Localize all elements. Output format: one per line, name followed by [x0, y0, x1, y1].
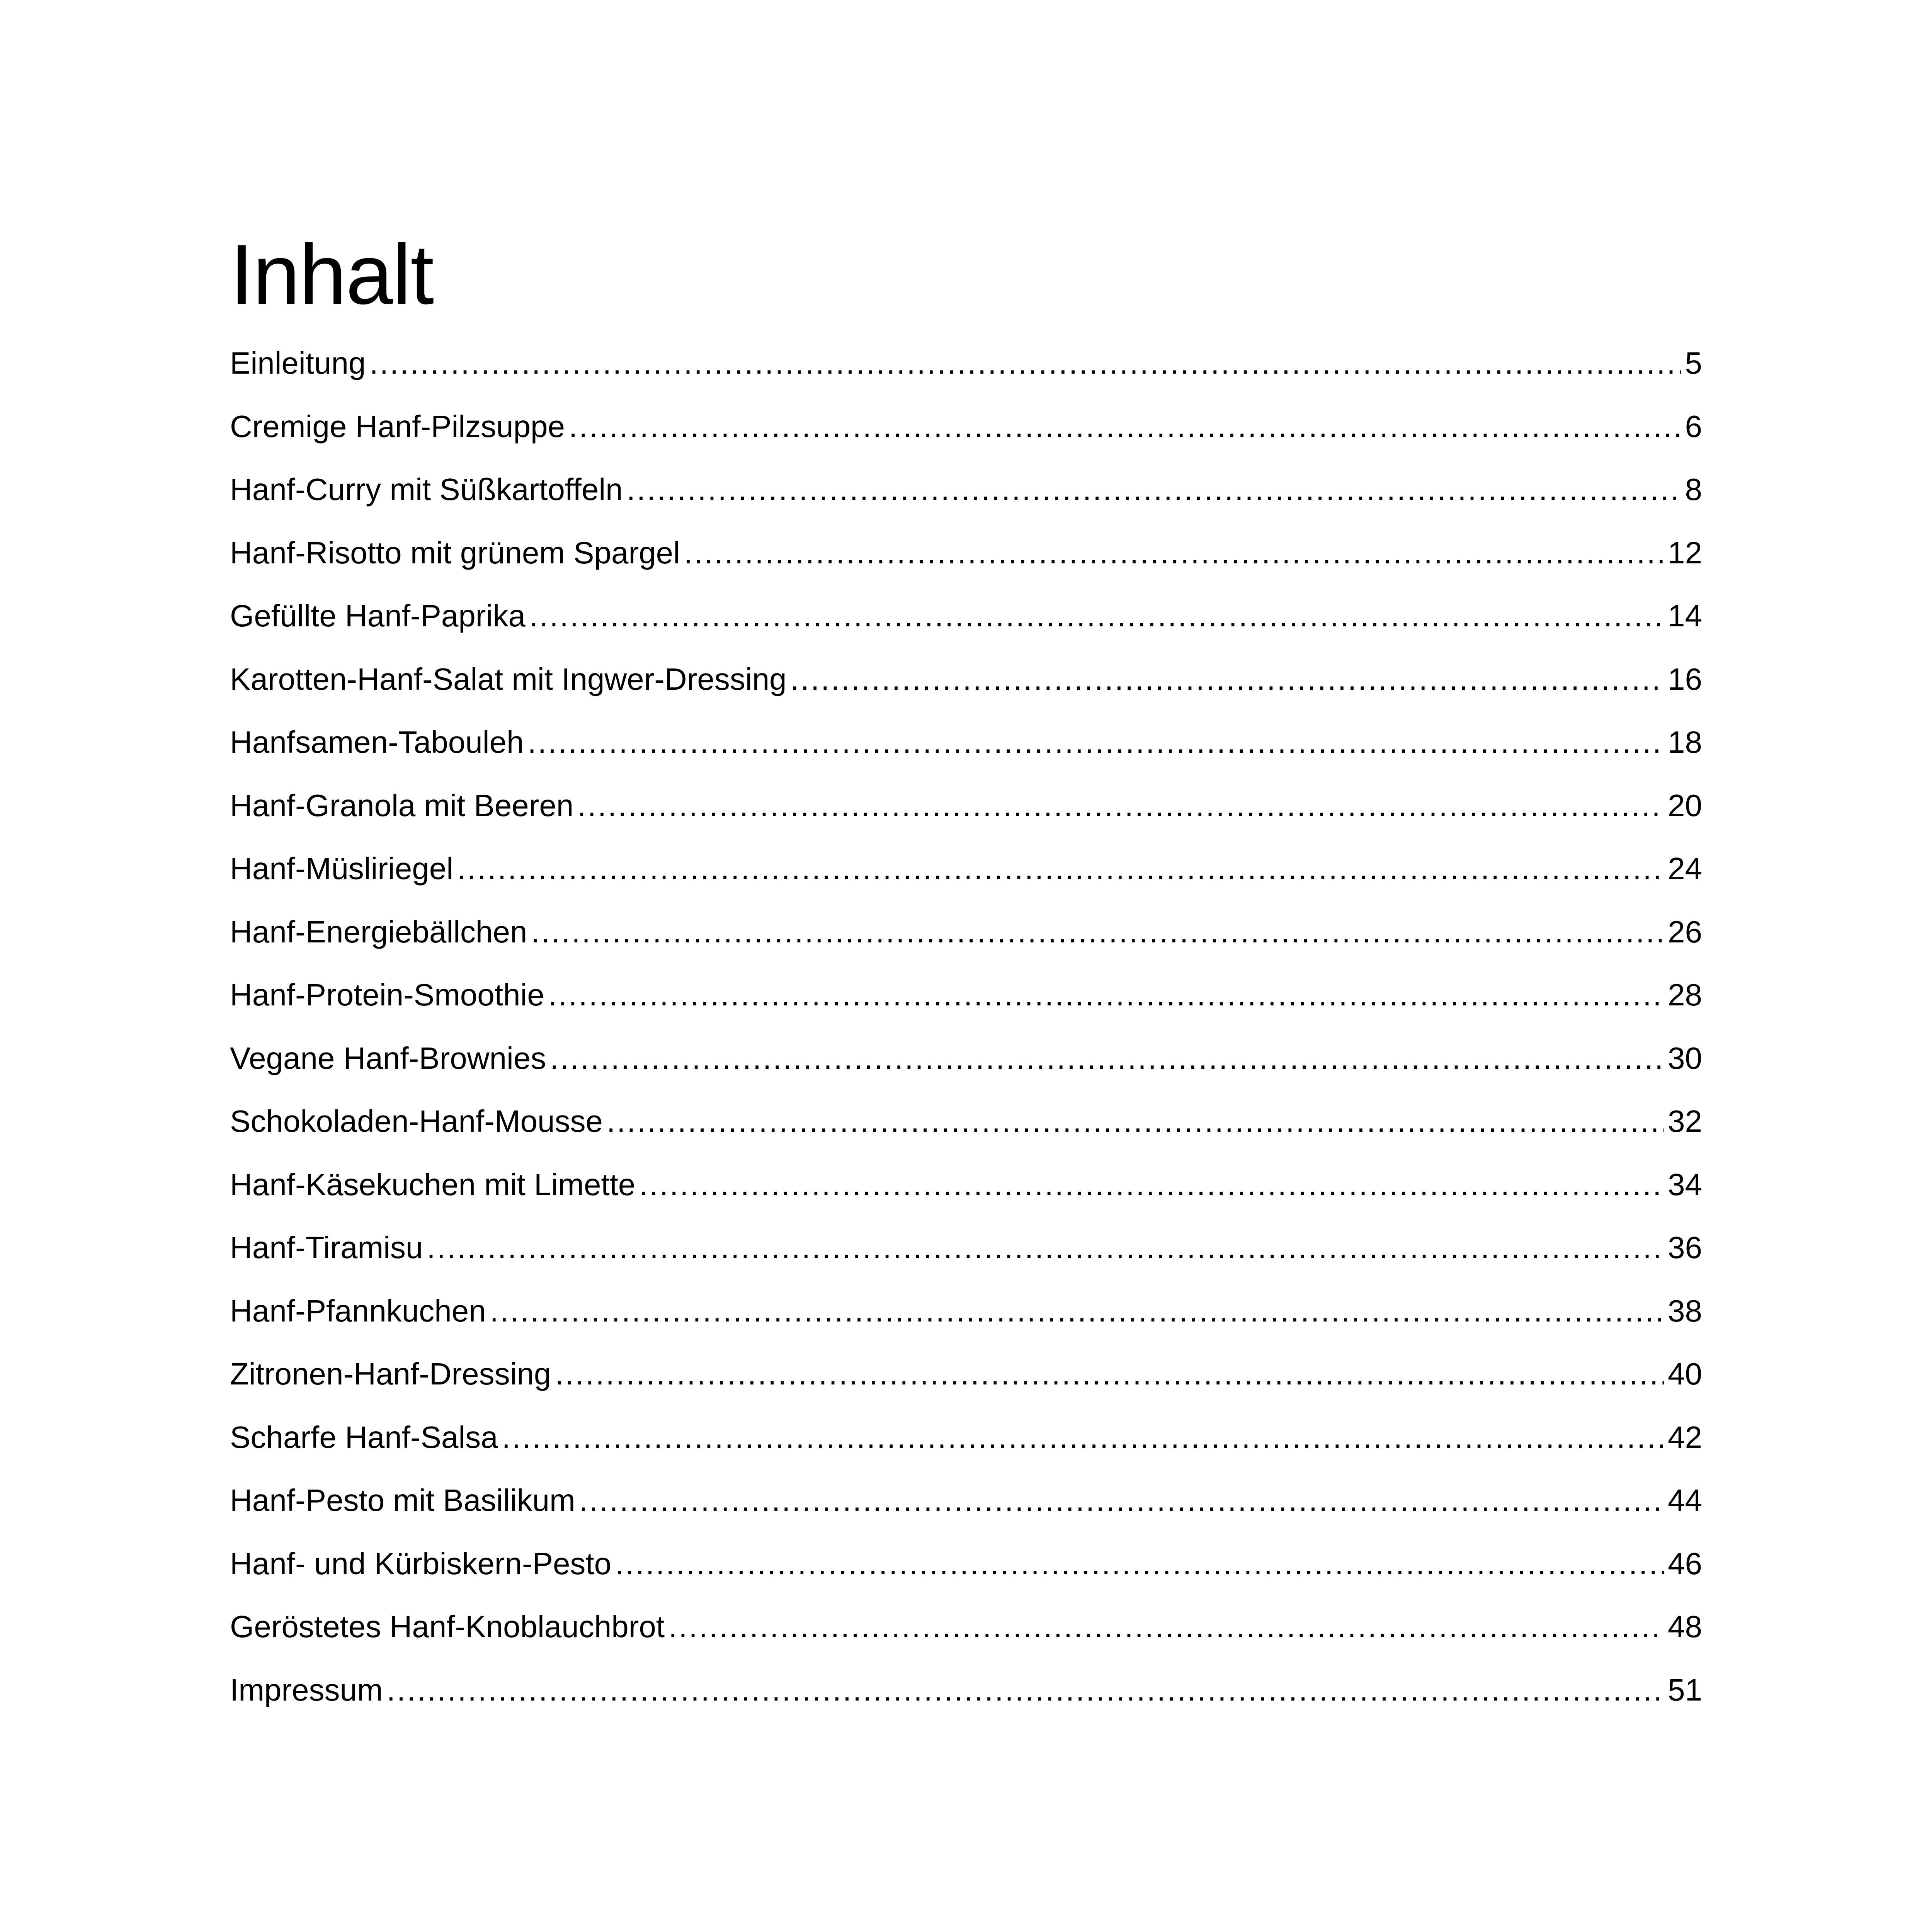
- toc-dot-leader: [369, 348, 1681, 379]
- toc-dot-leader: [427, 1232, 1664, 1263]
- toc-entry-label: Zitronen-Hanf-Dressing: [230, 1357, 551, 1391]
- toc-entry[interactable]: [230, 1169, 1702, 1233]
- toc-dot-leader: [531, 917, 1664, 947]
- toc-entry-page-number: 20: [1668, 788, 1702, 823]
- toc-entry[interactable]: [230, 1232, 1702, 1296]
- toc-entry[interactable]: [230, 980, 1702, 1043]
- toc-dot-leader: [577, 790, 1664, 821]
- toc-entry-label: Hanf-Pesto mit Basilikum: [230, 1483, 575, 1517]
- toc-dot-leader: [550, 1043, 1664, 1074]
- toc-entry-page-number: 18: [1668, 725, 1702, 759]
- toc-entry-page-number: 12: [1668, 535, 1702, 570]
- toc-entry[interactable]: [230, 1293, 1702, 1359]
- toc-entry[interactable]: [230, 1485, 1702, 1548]
- toc-entry-page-number: 48: [1668, 1609, 1702, 1644]
- toc-dot-leader: [569, 411, 1681, 442]
- toc-entry[interactable]: [230, 600, 1702, 664]
- toc-title: Inhalt: [230, 227, 434, 322]
- toc-entry-page-number: 16: [1668, 662, 1702, 696]
- toc-entry[interactable]: [230, 1548, 1702, 1612]
- toc-entry-label: Hanf-Pfannkuchen: [230, 1293, 486, 1328]
- toc-entry-label: Hanf-Energiebällchen: [230, 914, 527, 949]
- toc-entry-label: Vegane Hanf-Brownies: [230, 1041, 546, 1075]
- toc-entry-label: Impressum: [230, 1672, 383, 1707]
- toc-dot-leader: [387, 1675, 1664, 1706]
- toc-entry-page-number: 14: [1668, 599, 1702, 633]
- toc-entry-label: Hanf-Protein-Smoothie: [230, 978, 544, 1012]
- toc-dot-leader: [615, 1548, 1664, 1579]
- toc-entry-page-number: 42: [1668, 1420, 1702, 1454]
- toc-dot-leader: [684, 537, 1664, 568]
- toc-entry-label: Hanf-Käsekuchen mit Limette: [230, 1167, 636, 1202]
- toc-dot-leader: [791, 664, 1664, 695]
- toc-dot-leader: [668, 1611, 1664, 1642]
- toc-entry-label: Hanfsamen-Tabouleh: [230, 725, 524, 759]
- toc-dot-leader: [490, 1296, 1664, 1327]
- toc-entry-label: Gefüllte Hanf-Paprika: [230, 599, 526, 633]
- toc-entry-label: Schokoladen-Hanf-Mousse: [230, 1104, 603, 1138]
- toc-entry-label: Hanf-Curry mit Süßkartoffeln: [230, 472, 623, 507]
- toc-entry-label: Hanf-Müsliriegel: [230, 851, 453, 886]
- toc-entry[interactable]: [230, 1106, 1702, 1169]
- toc-entry[interactable]: [230, 411, 1702, 474]
- toc-entry[interactable]: [230, 1611, 1702, 1675]
- toc-dot-leader: [627, 474, 1681, 505]
- toc-entry-label: Hanf-Tiramisu: [230, 1230, 423, 1265]
- toc-entry-page-number: 44: [1668, 1483, 1702, 1517]
- toc-entry-label: Hanf-Risotto mit grünem Spargel: [230, 535, 680, 570]
- toc-entry[interactable]: [230, 727, 1702, 790]
- toc-entry-page-number: 30: [1668, 1041, 1702, 1075]
- toc-entry-label: Hanf- und Kürbiskern-Pesto: [230, 1546, 612, 1581]
- toc-entry[interactable]: [230, 790, 1702, 854]
- toc-entry-label: Cremige Hanf-Pilzsuppe: [230, 409, 565, 444]
- toc-entry[interactable]: [230, 1422, 1702, 1485]
- toc-dot-leader: [639, 1169, 1664, 1200]
- toc-entry[interactable]: [230, 537, 1702, 601]
- toc-dot-leader: [527, 727, 1664, 758]
- toc-dot-leader: [529, 600, 1664, 631]
- toc-entry-label: Hanf-Granola mit Beeren: [230, 788, 574, 823]
- toc-entry-page-number: 26: [1668, 914, 1702, 949]
- toc-entry[interactable]: [230, 348, 1702, 411]
- toc-entry[interactable]: [230, 664, 1702, 727]
- toc-entry-page-number: 36: [1668, 1230, 1702, 1265]
- toc-entry[interactable]: [230, 1359, 1702, 1422]
- toc-entry-page-number: 34: [1668, 1167, 1702, 1202]
- toc-entry-label: Scharfe Hanf-Salsa: [230, 1420, 498, 1454]
- toc-entry-page-number: 46: [1668, 1546, 1702, 1581]
- toc-dot-leader: [457, 853, 1664, 884]
- toc-entry-page-number: 24: [1668, 851, 1702, 886]
- toc-entry[interactable]: [230, 1672, 1702, 1738]
- toc-entry-page-number: 5: [1685, 346, 1702, 380]
- toc-entry-label: Einleitung: [230, 346, 366, 380]
- toc-entry-page-number: 6: [1685, 409, 1702, 444]
- toc-entry[interactable]: [230, 1043, 1702, 1106]
- toc-entry-page-number: 32: [1668, 1104, 1702, 1138]
- toc-entry-page-number: 8: [1685, 472, 1702, 507]
- toc-dot-leader: [548, 980, 1664, 1010]
- toc-dot-leader: [579, 1485, 1664, 1516]
- toc-entry-label: Karotten-Hanf-Salat mit Ingwer-Dressing: [230, 662, 787, 696]
- toc-entry-page-number: 38: [1668, 1293, 1702, 1328]
- toc-entry[interactable]: [230, 853, 1702, 917]
- toc-entry-page-number: 28: [1668, 978, 1702, 1012]
- toc-entry-label: Geröstetes Hanf-Knoblauchbrot: [230, 1609, 665, 1644]
- toc-dot-leader: [555, 1359, 1664, 1389]
- toc-dot-leader: [607, 1106, 1664, 1137]
- toc-entry[interactable]: [230, 914, 1702, 980]
- toc-entry-page-number: 40: [1668, 1357, 1702, 1391]
- toc-entry-page-number: 51: [1668, 1672, 1702, 1707]
- toc-dot-leader: [502, 1422, 1664, 1453]
- table-of-contents: [230, 348, 1702, 1738]
- toc-entry[interactable]: [230, 474, 1702, 537]
